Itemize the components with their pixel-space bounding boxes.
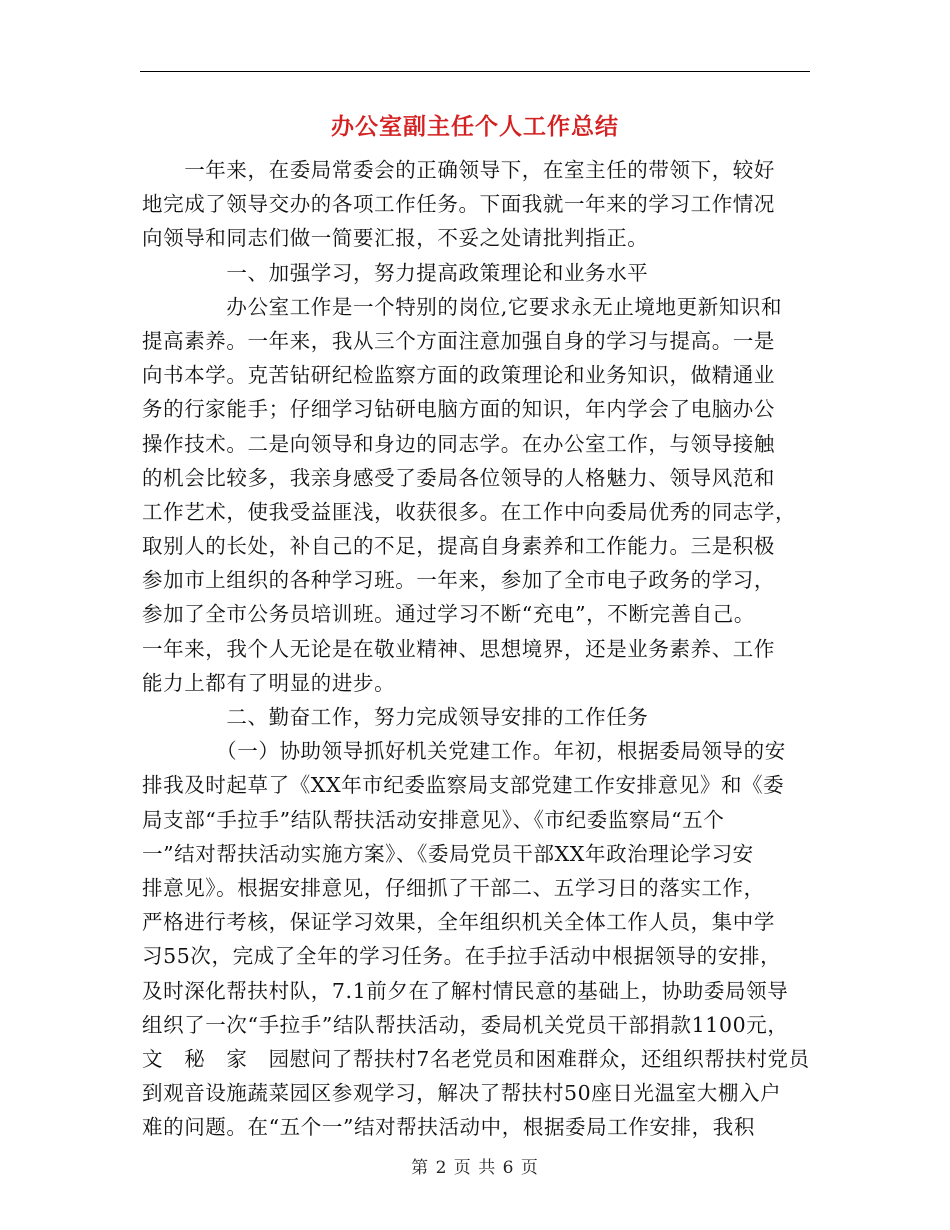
body-line: 向领导和同志们做一简要汇报，不妥之处请批判指正。 <box>142 226 649 251</box>
body-line: 局支部“手拉手”结队帮扶活动安排意见》、《市纪委监察局“五个 <box>142 807 725 832</box>
body-line: 及时深化帮扶村队，7.1前夕在了解村情民意的基础上，协助委局领导 <box>142 978 789 1003</box>
body-line: 到观音设施蔬菜园区参观学习，解决了帮扶村50座日光温室大棚入户 <box>142 1081 782 1106</box>
body-line: 排意见》。根据安排意见，仔细抓了干部二、五学习日的落实工作， <box>142 875 765 900</box>
body-line: 办公室工作是一个特别的岗位,它要求永无止境地更新知识和 <box>142 294 783 319</box>
body-line: 组织了一次“手拉手”结队帮扶活动，委局机关党员干部捐款1100元， <box>142 1012 789 1037</box>
body-line: 工作艺术，使我受益匪浅，收获很多。在工作中向委局优秀的同志学， <box>142 499 797 524</box>
body-line: 参加市上组织的各种学习班。一年来，参加了全市电子政务的学习， <box>142 568 775 593</box>
header-rule <box>140 71 810 72</box>
body-line: （一）协助领导抓好机关党建工作。年初，根据委局领导的安 <box>142 739 786 764</box>
body-line: 严格进行考核，保证学习效果，全年组织机关全体工作人员，集中学 <box>142 910 775 935</box>
body-line: 务的行家能手；仔细学习钻研电脑方面的知识，年内学会了电脑办公 <box>142 397 775 422</box>
body-line: 参加了全市公务员培训班。通过学习不断“充电”，不断完善自己。 <box>142 602 755 627</box>
body-line: 取别人的长处，补自己的不足，提高自身素养和工作能力。三是积极 <box>142 534 775 559</box>
section-heading: 一、加强学习，努力提高政策理论和业务水平 <box>142 260 649 285</box>
body-line: 向书本学。克苦钻研纪检监察方面的政策理论和业务知识，做精通业 <box>142 363 775 388</box>
body-line: 操作技术。二是向领导和身边的同志学。在办公室工作，与领导接触 <box>142 431 775 456</box>
body-line: 一年来，我个人无论是在敬业精神、思想境界，还是业务素养、工作 <box>142 636 775 661</box>
body-line: 文 秘 家 园慰问了帮扶村7名老党员和困难群众，还组织帮扶村党员 <box>142 1046 810 1071</box>
document-body <box>142 153 810 1144</box>
body-line: 一年来，在委局常委会的正确领导下，在室主任的带领下，较好 <box>142 158 775 182</box>
body-line: 一”结对帮扶活动实施方案》、《委局党员干部XX年政治理论学习安 <box>142 841 754 866</box>
body-line: 排我及时起草了《XX年市纪委监察局支部党建工作安排意见》和《委 <box>142 773 785 798</box>
body-line: 能力上都有了明显的进步。 <box>142 670 396 695</box>
body-line: 地完成了领导交办的各项工作任务。下面我就一年来的学习工作情况 <box>142 192 775 217</box>
body-line: 的机会比较多，我亲身感受了委局各位领导的人格魅力、领导风范和 <box>142 465 775 490</box>
section-heading: 二、勤奋工作，努力完成领导安排的工作任务 <box>142 705 649 729</box>
body-line: 提高素养。一年来，我从三个方面注意加强自身的学习与提高。一是 <box>142 328 775 353</box>
body-line: 习55次，完成了全年的学习任务。在手拉手活动中根据领导的安排， <box>142 944 782 969</box>
body-line: 难的问题。在“五个一”结对帮扶活动中，根据委局工作安排，我积 <box>142 1115 755 1140</box>
page-number-footer: 第 2 页 共 6 页 <box>411 1158 539 1178</box>
document-title: 办公室副主任个人工作总结 <box>331 114 619 140</box>
